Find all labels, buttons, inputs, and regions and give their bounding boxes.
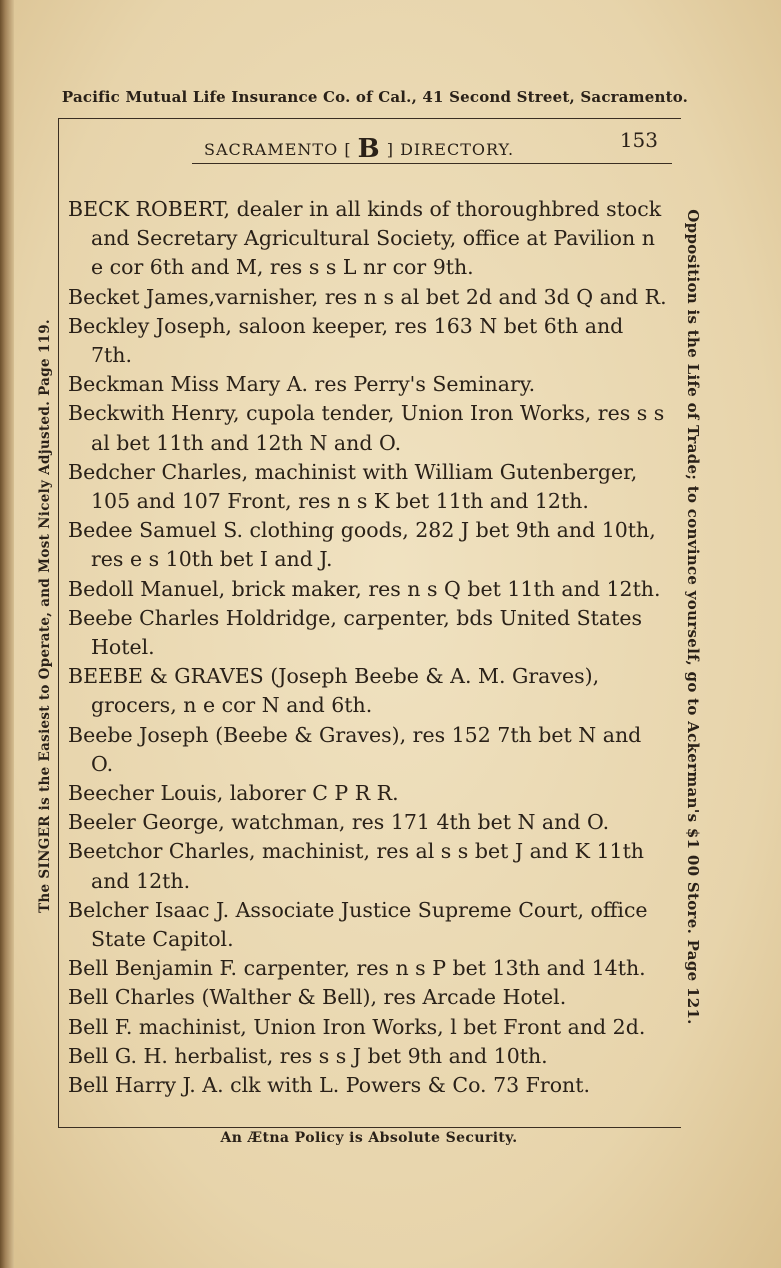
directory-entry: Bell F. machinist, Union Iron Works, l bet Front and 2d.: [68, 1014, 646, 1039]
header-section-letter: B: [357, 134, 381, 164]
directory-entry: Becket James,varnisher, res n s al bet 2d and 3d Q and R.: [68, 284, 667, 309]
footer-advertisement: An Ætna Policy is Absolute Security.: [220, 1130, 518, 1146]
header-city: SACRAMENTO: [204, 140, 339, 159]
directory-entry: Beebe Charles Holdridge, carpenter, bds United States Hotel.: [68, 605, 643, 660]
directory-entry: Belcher Isaac J. Associate Justice Supreme Court, office State Capitol.: [68, 897, 648, 952]
directory-entry: Beebe Joseph (Beebe & Graves), res 152 7th bet N and O.: [68, 722, 642, 776]
directory-entry: Bedoll Manuel, brick maker, res n s Q bet 11th and 12th.: [68, 576, 661, 601]
page-number: 153: [619, 128, 658, 152]
directory-entry: Bell Charles (Walther & Bell), res Arcade Hotel.: [68, 985, 567, 1010]
running-header: [196, 128, 676, 164]
directory-entry: Bell G. H. herbalist, res s s J bet 9th and 10th.: [68, 1043, 548, 1068]
directory-entry: Beetchor Charles, machinist, res al s s bet J and K 11th and 12th.: [68, 839, 645, 893]
left-margin-ad-text: The SINGER is the Easiest to Operate, and Most Nicely Adjusted. Page 119.: [37, 319, 53, 913]
running-header-title: [204, 132, 514, 162]
directory-entry: Beckwith Henry, cupola tender, Union Iron Works, res s s al bet 11th and 12th N and O.: [68, 401, 665, 455]
directory-entry: Bedee Samuel S. clothing goods, 282 J bet 9th and 10th, res e s 10th bet I and J.: [68, 518, 656, 572]
directory-entry: Bell Harry J. A. clk with L. Powers & Co. 73 Front.: [68, 1073, 591, 1098]
header-bracket-open: [: [344, 140, 352, 159]
header-rule: [192, 163, 672, 164]
directory-entry: Beecher Louis, laborer C P R R.: [68, 781, 399, 806]
header-advertisement: Pacific Mutual Life Insurance Co. of Cal., 41 Second Street, Sacramento.: [61, 88, 689, 106]
directory-entry: Beckley Joseph, saloon keeper, res 163 N bet 6th and 7th.: [68, 313, 624, 368]
directory-entry: BECK ROBERT, dealer in all kinds of thoroughbred stock and Secretary Agricultural Society, office at Pavilion n e cor 6th and M, res s s L nr cor 9th.: [68, 197, 662, 280]
page-binding-edge: [0, 0, 14, 1268]
header-directory-label: DIRECTORY.: [400, 140, 515, 159]
directory-entry: Beeler George, watchman, res 171 4th bet N and O.: [68, 810, 610, 835]
right-margin-ad-text: Opposition is the Life of Trade; to convince yourself, go to Ackerman's $1 00 Store. Page 121.: [684, 209, 702, 1025]
directory-entry: Beckman Miss Mary A. res Perry's Seminary.: [68, 372, 536, 397]
directory-entry: Bedcher Charles, machinist with William Gutenberger, 105 and 107 Front, res n s K bet 11th and 12th.: [68, 459, 638, 514]
directory-entries: [68, 195, 668, 1100]
header-bracket-close: ]: [386, 140, 394, 159]
directory-entry: Bell Benjamin F. carpenter, res n s P bet 13th and 14th.: [68, 956, 646, 981]
directory-entry: BEEBE & GRAVES (Joseph Beebe & A. M. Graves), grocers, n e cor N and 6th.: [68, 664, 600, 718]
